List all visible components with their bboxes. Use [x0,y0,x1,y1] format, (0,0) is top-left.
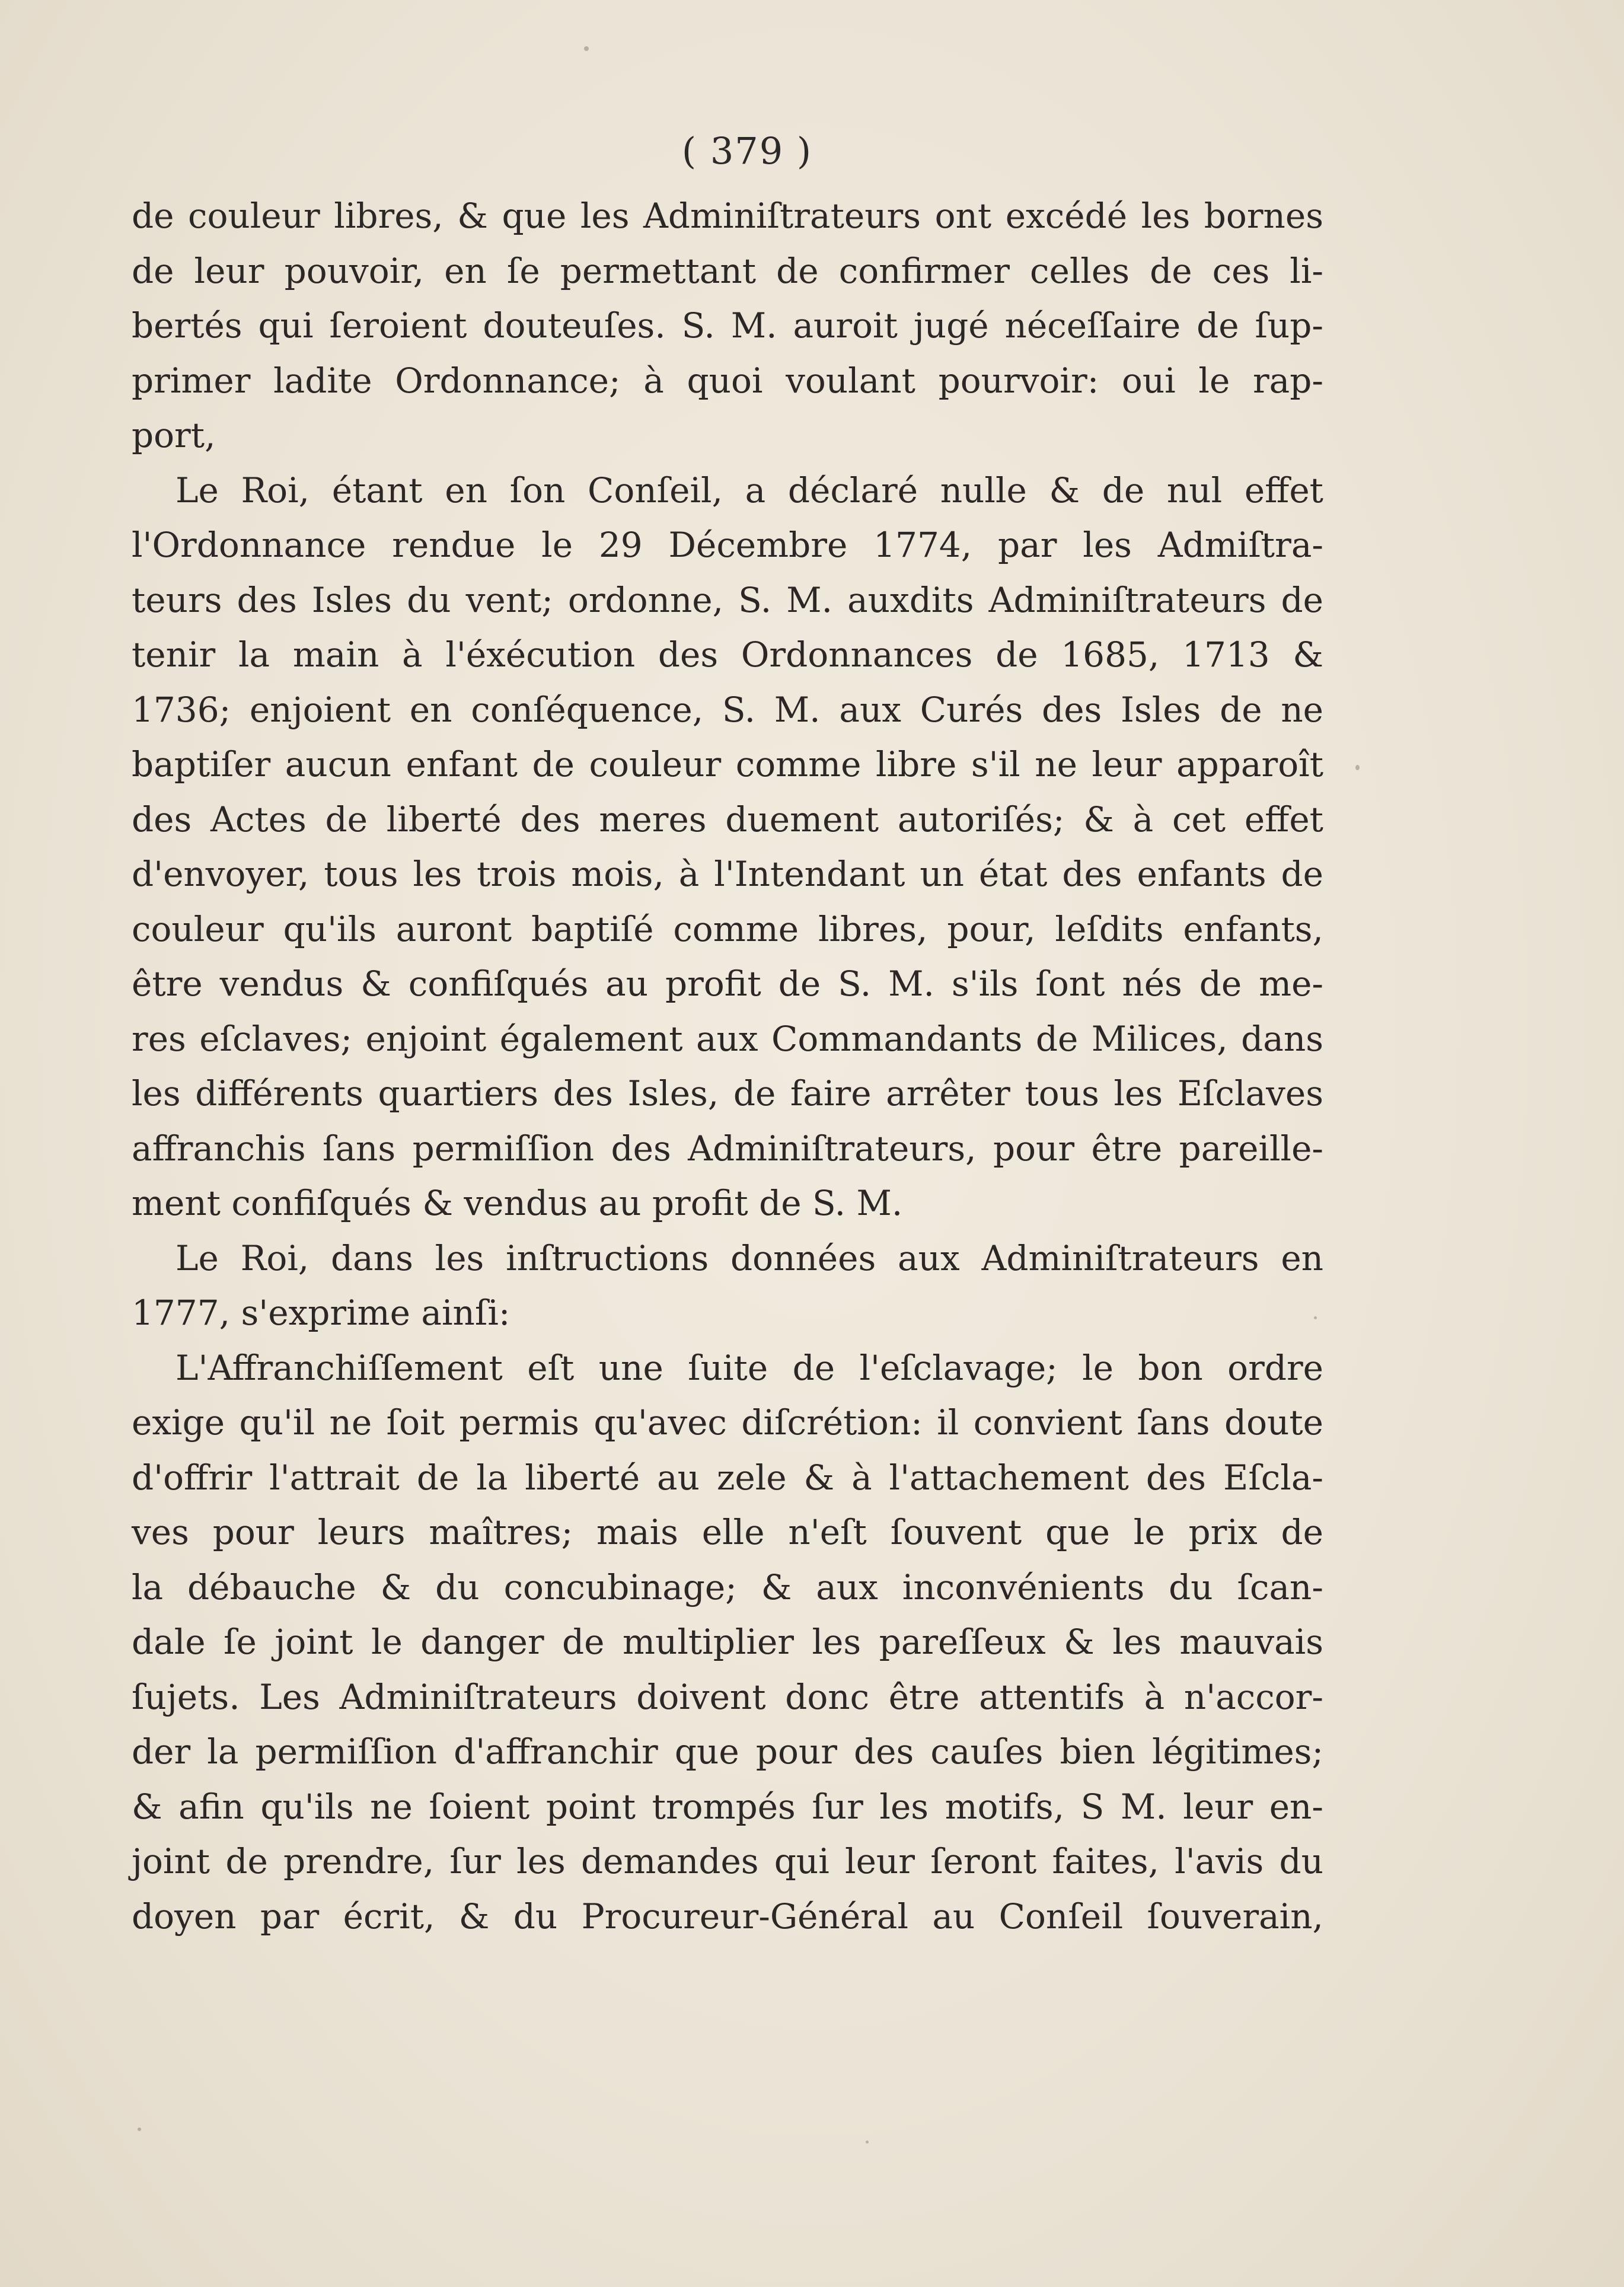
text-line: ves pour leurs maîtres; mais elle n'eſt ſouvent que le prix de [132,1512,1323,1552]
text-line: ſujets. Les Adminiſtrateurs doivent donc être attentifs à n'accor- [132,1676,1323,1717]
text-line: exige qu'il ne ſoit permis qu'avec diſcrétion: il convient ſans doute [132,1402,1323,1443]
text-line: les différents quartiers des Isles, de faire arrêter tous les Eſclaves [132,1073,1323,1114]
text-line: couleur qu'ils auront baptiſé comme libres, pour, leſdits enfants, [132,908,1323,949]
text-line: der la permiſſion d'affranchir que pour des cauſes bien légitimes; [132,1731,1323,1772]
text-line: de couleur libres, & que les Adminiſtrateurs ont excédé les bornes [132,196,1323,236]
text-line: la débauche & du concubinage; & aux inconvénients du ſcan- [132,1567,1323,1607]
paragraph-start-line: L'Affranchiſſement eſt une ſuite de l'eſclavage; le bon ordre [176,1347,1323,1388]
text-line: d'offrir l'attrait de la liberté au zele & à l'attachement des Eſcla- [132,1457,1323,1498]
text-line: ment confiſqués & vendus au profit de S. M. [132,1183,903,1223]
text-line: tenir la main à l'éxécution des Ordonnances de 1685, 1713 & [132,634,1323,675]
paragraph-start-line: Le Roi, dans les inſtructions données aux Adminiſtrateurs en [176,1237,1323,1278]
paper-speck [584,46,589,51]
text-line: & afin qu'ils ne ſoient point trompés ſur les motifs, S M. leur en- [132,1786,1323,1827]
text-line: 1736; enjoient en conſéquence, S. M. aux Curés des Isles de ne [132,689,1323,730]
body-text [132,189,1323,1944]
paper-speck [866,2141,869,2144]
text-line: doyen par écrit, & du Procureur-Général au Conſeil ſouverain, [132,1896,1323,1937]
text-line: primer ladite Ordonnance; à quoi voulant pourvoir: oui le rap- [132,360,1323,401]
paper-speck [1355,765,1360,770]
text-line: baptiſer aucun enfant de couleur comme libre s'il ne leur apparoît [132,744,1323,784]
text-line: de leur pouvoir, en ſe permettant de confirmer celles de ces li- [132,250,1323,291]
text-line: bertés qui ſeroient douteuſes. S. M. auroit jugé néceſſaire de ſup- [132,305,1323,346]
paper-speck [138,2127,141,2131]
text-line: 1777, s'exprime ainſi: [132,1293,511,1333]
paper-speck [1314,1316,1317,1319]
text-line: l'Ordonnance rendue le 29 Décembre 1774, par les Admiſtra- [132,525,1323,565]
text-line: joint de prendre, ſur les demandes qui leur ſeront faites, l'avis du [132,1841,1323,1881]
text-line: teurs des Isles du vent; ordonne, S. M. auxdits Adminiſtrateurs de [132,579,1323,620]
text-line: être vendus & confiſqués au profit de S. M. s'ils ſont nés de me- [132,964,1323,1004]
text-line: des Actes de liberté des meres duement autoriſés; & à cet effet [132,799,1323,840]
page-number: ( 379 ) [681,129,813,173]
text-line: affranchis ſans permiſſion des Adminiſtrateurs, pour être pareille- [132,1128,1323,1169]
paragraph-start-line: Le Roi, étant en ſon Conſeil, a déclaré nulle & de nul effet [176,470,1323,511]
text-line: dale ſe joint le danger de multiplier les pareſſeux & les mauvais [132,1622,1323,1662]
text-line: d'envoyer, tous les trois mois, à l'Intendant un état des enfants de [132,854,1323,894]
text-line: port, [132,415,216,455]
text-line: res eſclaves; enjoint également aux Commandants de Milices, dans [132,1018,1323,1059]
